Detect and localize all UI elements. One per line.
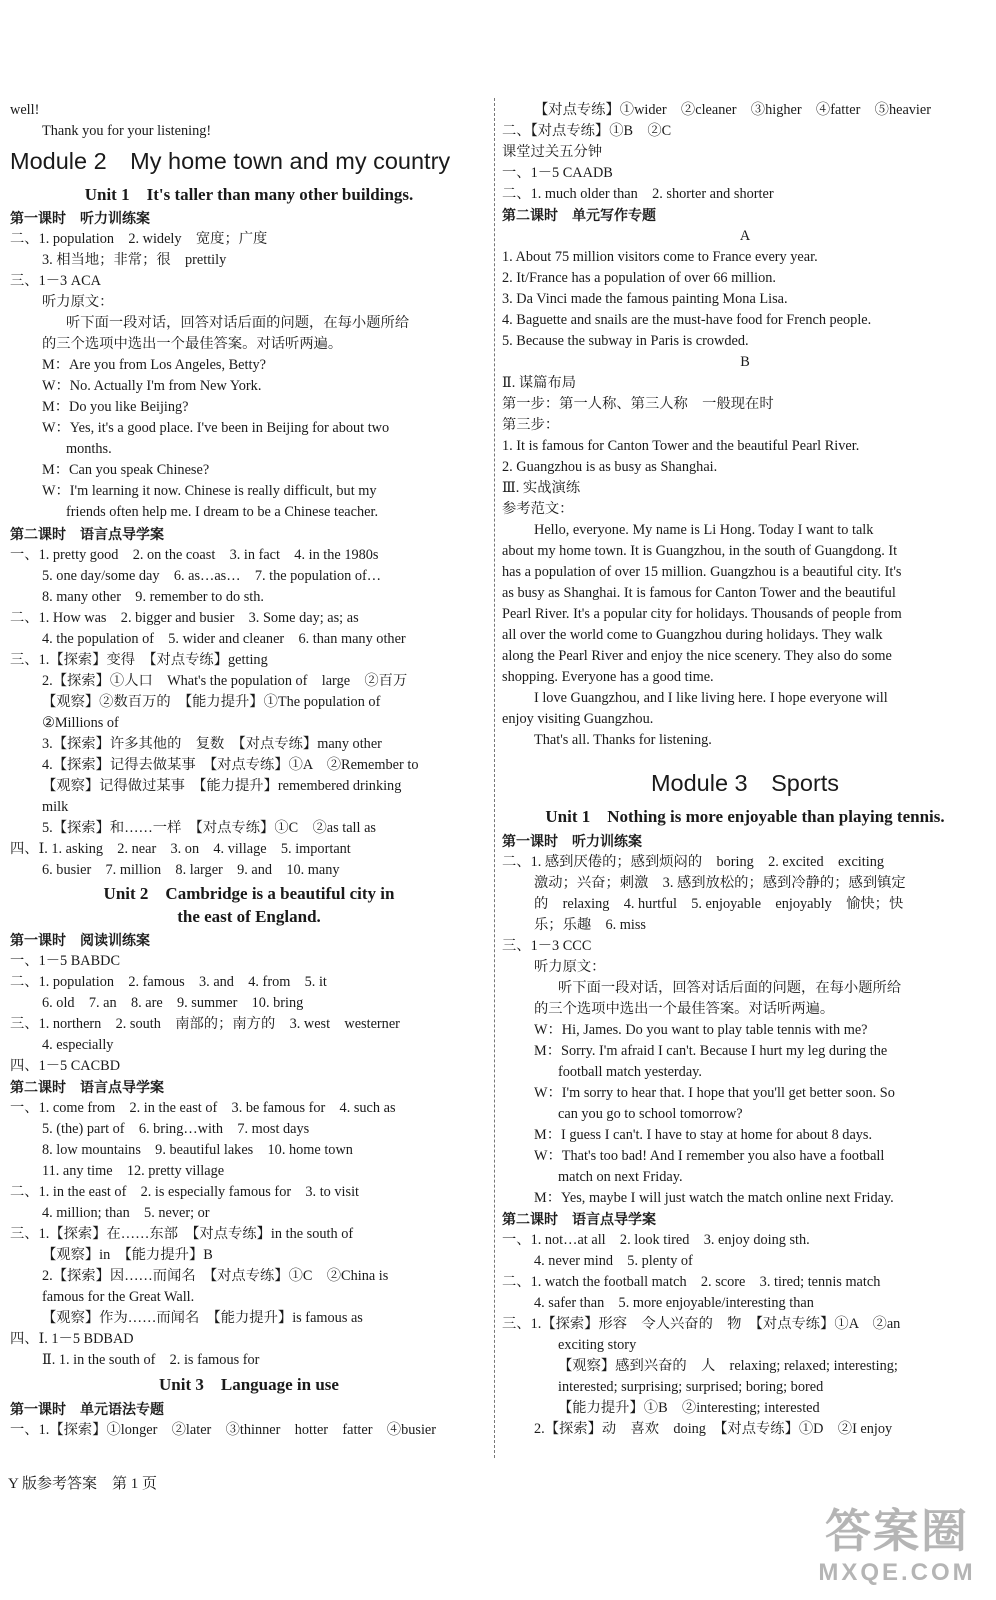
dialogue-line: M：Are you from Los Angeles, Betty? (42, 357, 266, 373)
essay-line: shopping. Everyone has a good time. (502, 669, 714, 685)
text-line: 2. It/France has a population of over 66 million. (502, 270, 776, 286)
watermark-text: 答案圈 (825, 1505, 969, 1557)
dialogue-line: match on next Friday. (558, 1169, 683, 1185)
text-line: 2.【探索】因……而闻名 【对点专练】①C ②China is (42, 1268, 389, 1284)
text-line: 2.【探索】动 喜欢 doing 【对点专练】①D ②I enjoy (534, 1421, 893, 1437)
text-line: 二、1. population 2. famous 3. and 4. from 5. it (10, 974, 327, 990)
dialogue-line: M：Yes, maybe I will just watch the match online next Friday. (534, 1190, 894, 1206)
essay-line: has a population of over 15 million. Guangzhou is a beautiful city. It's (502, 564, 902, 580)
text-line: 3. 相当地；非常；很 prettily (42, 252, 227, 268)
unit-title: Unit 2 Cambridge is a beautiful city in (103, 884, 395, 903)
text-line: 激动；兴奋；刺激 3. 感到放松的；感到冷静的；感到镇定 (534, 875, 906, 891)
text-line: 第三步： (502, 417, 560, 433)
text-line: 4. the population of 5. wider and cleaner 6. than many other (42, 631, 406, 647)
text-line: 4. especially (42, 1037, 114, 1053)
dialogue-line: friends often help me. I dream to be a Chinese teacher. (66, 504, 379, 520)
text-line: 二、1. 感到厌倦的；感到烦闷的 boring 2. excited exciting (502, 854, 884, 870)
text-line: 一、1.【探索】①longer ②later ③thinner hotter fatter ④busier (10, 1422, 437, 1438)
dialogue-line: W：Hi, James. Do you want to play table tennis with me? (534, 1022, 868, 1038)
text-line: 二、1. much older than 2. shorter and shorter (502, 186, 774, 202)
essay-line: enjoy visiting Guangzhou. (502, 711, 654, 727)
watermark-url: MXQE.COM (818, 1559, 976, 1586)
text-line: 二、【对点专练】①B ②C (502, 123, 672, 139)
text-line: Ⅱ. 谋篇布局 (502, 375, 577, 391)
essay-line: about my home town. It is Guangzhou, in the south of Guangdong. It (502, 543, 898, 559)
text-line: 4. Baguette and snails are the must-have food for French people. (502, 312, 872, 328)
text-line: famous for the Great Wall. (42, 1289, 195, 1305)
text-line: 的三个选项中选出一个最佳答案。对话听两遍。 (42, 336, 343, 352)
module-title: Module 2 My home town and my country (10, 148, 451, 174)
unit-title: Unit 1 It's taller than many other buildings. (84, 185, 414, 204)
section-heading: 第一课时 听力训练案 (502, 833, 642, 849)
text-line: 三、1－3 CCC (502, 938, 592, 954)
text-line: 四、Ⅰ. 1－5 BDBAD (10, 1331, 134, 1347)
module-title: Module 3 Sports (650, 770, 840, 796)
dialogue-line: W：No. Actually I'm from New York. (42, 378, 262, 394)
unit-title: Unit 1 Nothing is more enjoyable than playing tennis. (545, 807, 945, 826)
text-line: 二、1. population 2. widely 宽度；广度 (10, 231, 268, 247)
unit-title: the east of England. (177, 907, 321, 926)
text-line: 8. many other 9. remember to do sth. (42, 589, 264, 605)
essay-line: along the Pearl River and enjoy the nice scenery. They also do some (502, 648, 892, 664)
dialogue-line: can you go to school tomorrow? (558, 1106, 743, 1122)
essay-line: as busy as Shanghai. It is famous for Canton Tower and the beautiful (502, 585, 896, 601)
text-line: Ⅲ. 实战演练 (502, 480, 581, 496)
text-line: 【观察】记得做过某事 【能力提升】remembered drinking (42, 778, 402, 794)
text-line: 3. Da Vinci made the famous painting Mona Lisa. (502, 291, 788, 307)
essay-line: Pearl River. It's a popular city for holidays. Thousands of people from (502, 606, 902, 622)
text-line: 5. Because the subway in Paris is crowded. (502, 333, 749, 349)
text-line: 一、1. not…at all 2. look tired 3. enjoy doing sth. (502, 1232, 810, 1248)
text-line: 11. any time 12. pretty village (42, 1163, 225, 1179)
dialogue-line: football match yesterday. (558, 1064, 702, 1080)
column-divider (494, 98, 495, 1458)
text-line: 的三个选项中选出一个最佳答案。对话听两遍。 (534, 1001, 835, 1017)
text-line: 一、1－5 CAADB (502, 165, 613, 181)
text-line: ②Millions of (42, 715, 119, 731)
text-line: 听下面一段对话，回答对话后面的问题，在每小题所给 (66, 315, 410, 331)
text-line: 听下面一段对话，回答对话后面的问题，在每小题所给 (558, 980, 902, 996)
text-line: 【能力提升】①B ②interesting; interested (558, 1400, 820, 1416)
text-line: 5. (the) part of 6. bring…with 7. most days (42, 1121, 310, 1137)
section-heading: 第二课时 语言点导学案 (10, 526, 164, 542)
text-line: 6. old 7. an 8. are 9. summer 10. bring (42, 995, 304, 1011)
section-heading: 第一课时 阅读训练案 (10, 932, 150, 948)
text-line: 二、1. watch the football match 2. score 3. tired; tennis match (502, 1274, 881, 1290)
text-line: 5.【探索】和……一样 【对点专练】①C ②as tall as (42, 820, 376, 836)
dialogue-line: W：That's too bad! And I remember you also have a football (534, 1148, 885, 1164)
text-line: 二、1. How was 2. bigger and busier 3. Some day; as; as (10, 610, 359, 626)
text-line: well! (10, 102, 40, 118)
text-line: 三、1.【探索】形容 令人兴奋的 物 【对点专练】①A ②an (502, 1316, 901, 1332)
watermark-logo (812, 1503, 982, 1595)
unit-title: Unit 3 Language in use (159, 1375, 339, 1394)
text-line: 【对点专练】①wider ②cleaner ③higher ④fatter ⑤heavier (534, 102, 932, 118)
dialogue-line: M：Can you speak Chinese? (42, 462, 210, 478)
dialogue-line: months. (66, 441, 112, 457)
text-line: 一、1. pretty good 2. on the coast 3. in fact 4. in the 1980s (10, 547, 379, 563)
dialogue-line: W：I'm sorry to hear that. I hope that you'll get better soon. So (534, 1085, 895, 1101)
text-line: interested; surprising; surprised; boring; bored (558, 1379, 824, 1395)
text-line: 【观察】感到兴奋的 人 relaxing; relaxed; interesting; (558, 1358, 898, 1374)
essay-line: That's all. Thanks for listening. (534, 732, 712, 748)
section-heading: 第二课时 单元写作专题 (502, 207, 656, 223)
text-line: B (740, 354, 750, 370)
dialogue-line: M：I guess I can't. I have to stay at home for about 8 days. (534, 1127, 873, 1143)
text-line: 5. one day/some day 6. as…as… 7. the population of… (42, 568, 382, 584)
text-line: 一、1. come from 2. in the east of 3. be famous for 4. such as (10, 1100, 396, 1116)
essay-line: all over the world come to Guangzhou during holidays. They walk (502, 627, 883, 643)
section-heading: 第一课时 单元语法专题 (10, 1401, 164, 1417)
text-line: 1. About 75 million visitors come to France every year. (502, 249, 818, 265)
text-line: Thank you for your listening! (42, 123, 212, 139)
text-line: 2.【探索】①人口 What's the population of large ②百万 (42, 673, 408, 689)
dialogue-line: M：Do you like Beijing? (42, 399, 189, 415)
text-line: 4.【探索】记得去做某事 【对点专练】①A ②Remember to (42, 757, 419, 773)
text-line: 2. Guangzhou is as busy as Shanghai. (502, 459, 718, 475)
text-line: 三、1－3 ACA (10, 273, 101, 289)
essay-line: Hello, everyone. My name is Li Hong. Today I want to talk (534, 522, 874, 538)
text-line: 【观察】②数百万的 【能力提升】①The population of (42, 694, 381, 710)
text-line: 三、1.【探索】变得 【对点专练】getting (10, 652, 268, 668)
text-line: exciting story (558, 1337, 637, 1353)
text-line: 二、1. in the east of 2. is especially famous for 3. to visit (10, 1184, 360, 1200)
dialogue-line: W：I'm learning it now. Chinese is really difficult, but my (42, 483, 377, 499)
dialogue-line: M：Sorry. I'm afraid I can't. Because I hurt my leg during the (534, 1043, 888, 1059)
text-line: 四、Ⅰ. 1. asking 2. near 3. on 4. village 5. important (10, 841, 351, 857)
text-line: 听力原文： (534, 959, 606, 975)
section-heading: 第二课时 语言点导学案 (10, 1079, 164, 1095)
text-line: 的 relaxing 4. hurtful 5. enjoyable enjoyably 愉快；快 (534, 896, 904, 912)
text-line: 三、1.【探索】在……东部 【对点专练】in the south of (10, 1226, 354, 1242)
text-line: 1. It is famous for Canton Tower and the beautiful Pearl River. (502, 438, 860, 454)
text-line: 三、1. northern 2. south 南部的；南方的 3. west westerner (10, 1016, 400, 1032)
section-heading: 第一课时 听力训练案 (10, 210, 150, 226)
text-line: 3.【探索】许多其他的 复数 【对点专练】many other (42, 736, 382, 752)
text-line: 6. busier 7. million 8. larger 9. and 10. many (42, 862, 340, 878)
text-line: 参考范文： (502, 501, 574, 517)
dialogue-line: W：Yes, it's a good place. I've been in Beijing for about two (42, 420, 390, 436)
essay-line: I love Guangzhou, and I like living here. I hope everyone will (534, 690, 888, 706)
text-line: 听力原文： (42, 294, 114, 310)
text-line: 课堂过关五分钟 (502, 144, 603, 160)
text-line: 【观察】in 【能力提升】B (42, 1247, 213, 1263)
text-line: 一、1－5 BABDC (10, 953, 121, 969)
text-line: milk (42, 799, 69, 815)
text-line: 四、1－5 CACBD (10, 1058, 121, 1074)
text-line: 4. million; than 5. never; or (42, 1205, 210, 1221)
text-line: 第一步：第一人称、第三人称 一般现在时 (502, 396, 774, 412)
text-line: 【观察】作为……而闻名 【能力提升】is famous as (42, 1310, 363, 1326)
page-footer: Y 版参考答案 第 1 页 (8, 1476, 158, 1492)
section-heading: 第二课时 语言点导学案 (502, 1211, 656, 1227)
text-line: 8. low mountains 9. beautiful lakes 10. home town (42, 1142, 353, 1158)
text-line: Ⅱ. 1. in the south of 2. is famous for (42, 1352, 260, 1368)
text-line: 乐；乐趣 6. miss (534, 917, 647, 933)
text-line: A (739, 228, 751, 244)
text-line: 4. safer than 5. more enjoyable/interesting than (534, 1295, 814, 1311)
text-line: 4. never mind 5. plenty of (534, 1253, 693, 1269)
